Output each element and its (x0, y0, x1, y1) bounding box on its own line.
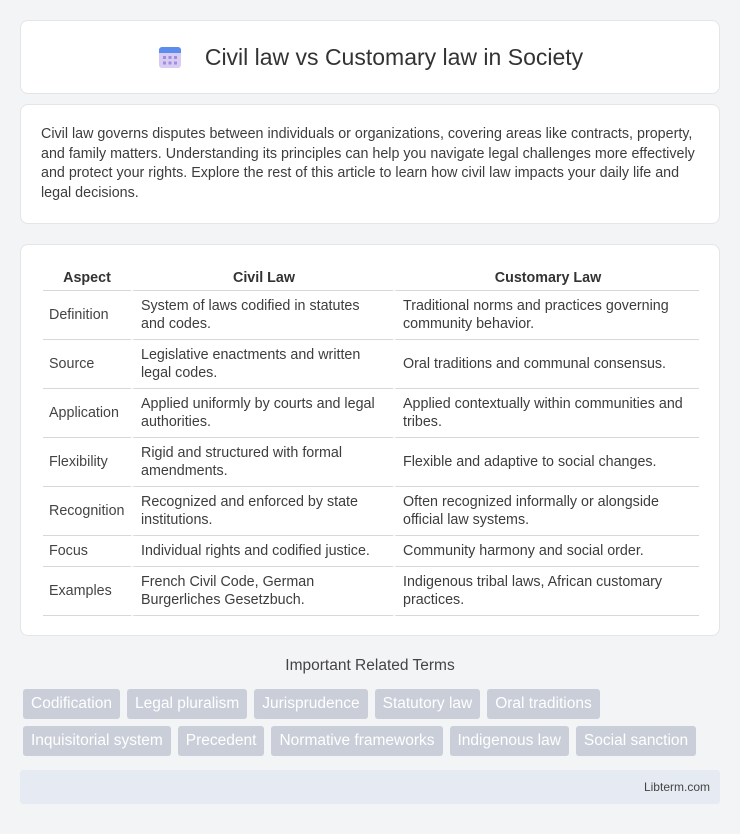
related-terms-tags (23, 689, 723, 763)
table-row (43, 438, 699, 487)
cell-civil-law: Individual rights and codified justice. (131, 536, 393, 567)
cell-aspect: Application (43, 389, 131, 438)
cell-customary-law: Indigenous tribal laws, African customary practices. (393, 567, 699, 616)
tag-jurisprudence[interactable]: Jurisprudence (254, 689, 367, 719)
cell-civil-law: Recognized and enforced by state institutions. (131, 487, 393, 536)
cell-customary-law: Often recognized informally or alongside official law systems. (393, 487, 699, 536)
intro-card (20, 104, 720, 224)
header-aspect: Aspect (43, 265, 131, 291)
cell-aspect: Flexibility (43, 438, 131, 487)
tag-indigenous-law[interactable]: Indigenous law (450, 726, 569, 756)
comparison-table-card (20, 244, 720, 636)
table-row (43, 536, 699, 567)
related-terms-title: Important Related Terms (285, 657, 455, 674)
tag-oral-traditions[interactable]: Oral traditions (487, 689, 599, 719)
cell-customary-law: Applied contextually within communities and tribes. (393, 389, 699, 438)
cell-aspect: Source (43, 340, 131, 389)
cell-civil-law: French Civil Code, German Burgerliches Gesetzbuch. (131, 567, 393, 616)
footer-site-link[interactable]: Libterm.com (643, 780, 710, 794)
cell-aspect: Definition (43, 291, 131, 340)
cell-aspect: Recognition (43, 487, 131, 536)
table-row (43, 291, 699, 340)
tag-inquisitorial-system[interactable]: Inquisitorial system (23, 726, 171, 756)
cell-aspect: Focus (43, 536, 131, 567)
cell-customary-law: Traditional norms and practices governing community behavior. (393, 291, 699, 340)
header-civil-law: Civil Law (131, 265, 393, 291)
header-card (20, 20, 720, 94)
cell-customary-law: Flexible and adaptive to social changes. (393, 438, 699, 487)
calendar-icon (157, 44, 183, 70)
cell-civil-law: Legislative enactments and written legal codes. (131, 340, 393, 389)
table-row (43, 340, 699, 389)
page-title: Civil law vs Customary law in Society (204, 43, 584, 70)
tag-row (23, 726, 723, 756)
table-row (43, 389, 699, 438)
cell-civil-law: Rigid and structured with formal amendments. (131, 438, 393, 487)
tag-social-sanction[interactable]: Social sanction (576, 726, 696, 756)
tag-row (23, 689, 723, 719)
cell-customary-law: Community harmony and social order. (393, 536, 699, 567)
footer (20, 770, 720, 804)
table-row (43, 567, 699, 616)
table-header-row (43, 265, 699, 291)
header-customary-law: Customary Law (393, 265, 699, 291)
comparison-table (43, 265, 699, 616)
cell-civil-law: System of laws codified in statutes and codes. (131, 291, 393, 340)
cell-civil-law: Applied uniformly by courts and legal authorities. (131, 389, 393, 438)
tag-legal-pluralism[interactable]: Legal pluralism (127, 689, 247, 719)
tag-normative-frameworks[interactable]: Normative frameworks (271, 726, 442, 756)
tag-codification[interactable]: Codification (23, 689, 120, 719)
table-row (43, 487, 699, 536)
tag-statutory-law[interactable]: Statutory law (375, 689, 481, 719)
cell-customary-law: Oral traditions and communal consensus. (393, 340, 699, 389)
intro-text: Civil law governs disputes between individuals or organizations, covering areas like contracts, property, and family matters. Understanding its principles can help you navigate legal challenges more effectively and protect your rights. Explore the rest of this article to learn how civil law impacts your daily life and legal decisions. (41, 126, 695, 201)
cell-aspect: Examples (43, 567, 131, 616)
tag-precedent[interactable]: Precedent (178, 726, 265, 756)
